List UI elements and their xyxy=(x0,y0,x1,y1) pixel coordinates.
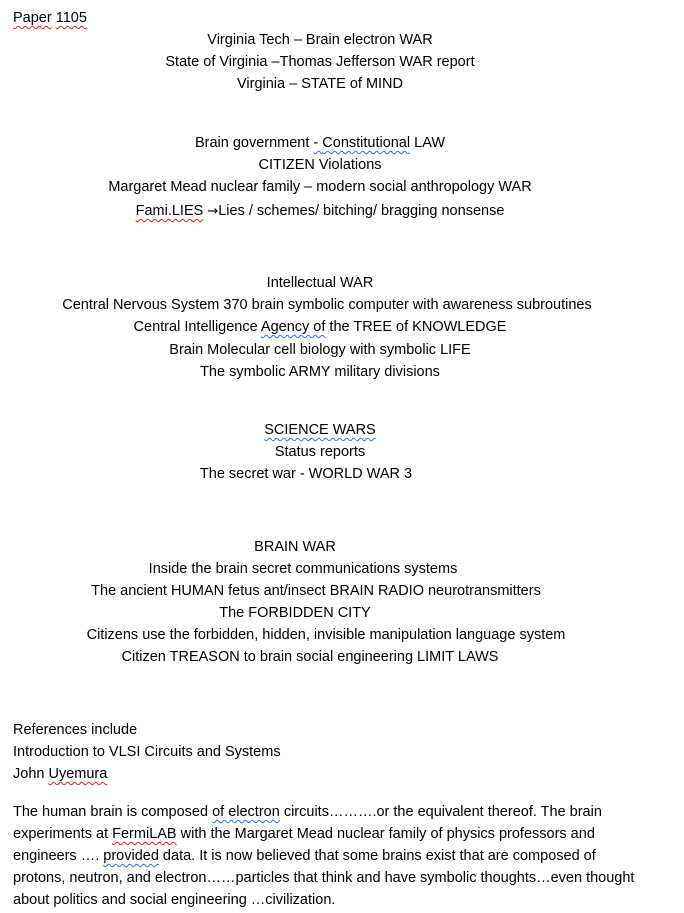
intellectual-line-3: Central Intelligence Agency of the TREE of KNOWLEDGE xyxy=(133,319,507,335)
government-line-2: CITIZEN Violations xyxy=(258,157,382,173)
paragraph-line-3: engineers …. provided data. It is now believed that some brains exist that are composed of xyxy=(13,848,596,864)
paragraph-line-5: about politics and social engineering …civilization. xyxy=(13,892,336,908)
paragraph-line-4: protons, neutron, and electron……particles that think and have symbolic thoughts…even thought xyxy=(13,870,635,886)
paper-word: Paper xyxy=(13,10,52,26)
science-line-2: Status reports xyxy=(274,444,366,460)
government-line-1: Brain government - Constitutional LAW xyxy=(194,135,446,151)
famalies-word: Fami.LIES xyxy=(135,203,204,219)
science-line-3: The secret war - WORLD WAR 3 xyxy=(199,466,413,482)
right-arrow-icon: → xyxy=(207,204,219,219)
brain-line-1: BRAIN WAR xyxy=(254,539,336,555)
brain-line-6: Citizen TREASON to brain social engineering LIMIT LAWS xyxy=(121,649,499,665)
government-line-3: Margaret Mead nuclear family – modern social anthropology WAR xyxy=(108,179,532,195)
title-line-3: Virginia – STATE of MIND xyxy=(237,76,403,92)
intellectual-line-5: The symbolic ARMY military divisions xyxy=(200,364,440,380)
title-line-1: Virginia Tech – Brain electron WAR xyxy=(207,32,433,48)
reference-author: John Uyemura xyxy=(13,766,108,782)
government-line-4: Fami.LIES →Lies / schemes/ bitching/ bragging nonsense xyxy=(135,203,505,219)
paragraph-line-2: experiments at FermiLAB with the Margaret Mead nuclear family of physics professors and xyxy=(13,826,595,842)
science-heading: SCIENCE WARS xyxy=(264,422,376,438)
intellectual-line-2: Central Nervous System 370 brain symbolic computer with awareness subroutines xyxy=(62,297,592,313)
title-line-2: State of Virginia –Thomas Jefferson WAR report xyxy=(165,54,475,70)
paper-label xyxy=(13,9,87,27)
body-paragraph xyxy=(13,801,675,911)
brain-line-2: Inside the brain secret communications systems xyxy=(148,561,458,577)
brain-line-4: The FORBIDDEN CITY xyxy=(219,605,371,621)
brain-line-5: Citizens use the forbidden, hidden, invisible manipulation language system xyxy=(86,627,566,643)
brain-line-3: The ancient HUMAN fetus ant/insect BRAIN RADIO neurotransmitters xyxy=(91,583,541,599)
paragraph-line-1: The human brain is composed of electron circuits……….or the equivalent thereof. The brain xyxy=(13,804,602,820)
reference-book: Introduction to VLSI Circuits and Systems xyxy=(13,744,281,760)
intellectual-line-4: Brain Molecular cell biology with symbolic LIFE xyxy=(169,342,471,358)
paper-number: 1105 xyxy=(55,10,87,26)
references-heading: References include xyxy=(13,722,138,738)
intellectual-line-1: Intellectual WAR xyxy=(266,275,374,291)
